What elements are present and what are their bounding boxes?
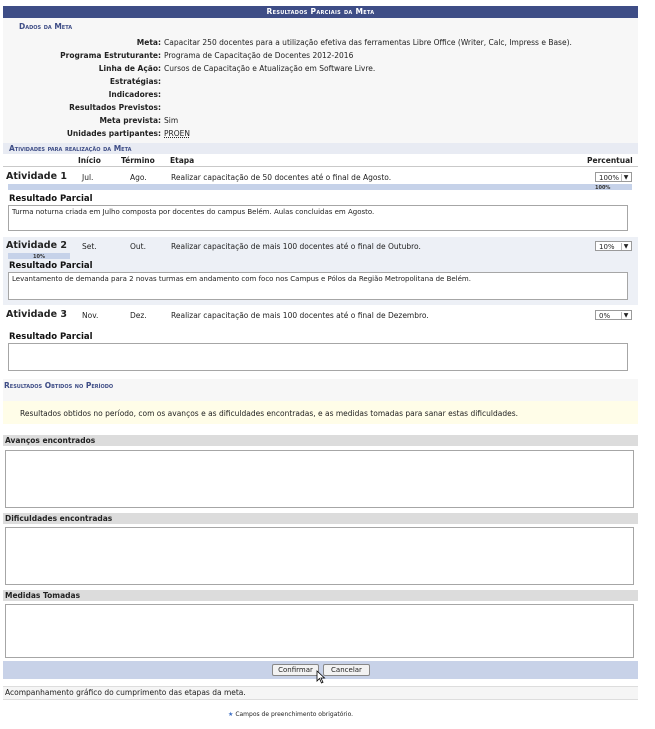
- col-etapa: Etapa: [170, 156, 195, 165]
- meta-label: Meta:: [136, 38, 161, 47]
- info-text: Resultados obtidos no período, com os avanços e as dificuldades encontradas, e as medidas tomadas para sanar estas dificuldades.: [20, 409, 519, 418]
- atividade-etapa: Realizar capacitação de mais 100 docentes até o final de Dezembro.: [171, 311, 429, 320]
- meta-prevista-value: Sim: [164, 116, 179, 125]
- avancos-textarea[interactable]: [5, 450, 634, 508]
- resultado-parcial-textarea[interactable]: [8, 343, 628, 371]
- dificuldades-textarea[interactable]: [5, 527, 634, 585]
- linha-acao-label: Linha de Ação:: [98, 64, 161, 73]
- atividade-termino: Dez.: [130, 311, 147, 320]
- unidades-label: Unidades partipantes:: [66, 129, 161, 138]
- col-inicio: Início: [78, 156, 101, 165]
- atividade-etapa: Realizar capacitação de mais 100 docentes até o final de Outubro.: [171, 242, 421, 251]
- col-termino: Término: [121, 156, 155, 165]
- resultado-parcial-textarea[interactable]: Levantamento de demanda para 2 novas turmas em andamento com foco nos Campus e Pólos da Região Metropolitana de Belém.: [8, 272, 628, 300]
- atividade-inicio: Nov.: [82, 311, 99, 320]
- obrigatorio-note: [228, 711, 353, 718]
- cancelar-button[interactable]: Cancelar: [323, 664, 370, 676]
- atividade-name: Atividade 3: [6, 309, 67, 320]
- meta-value: Capacitar 250 docentes para a utilização efetiva das ferramentas Libre Office (Writer, Calc, Impress e Base).: [164, 38, 572, 47]
- progress-label: 10%: [33, 254, 45, 260]
- unidades-value[interactable]: PROEN: [164, 129, 190, 138]
- programa-label: Programa Estruturante:: [60, 51, 161, 60]
- chevron-down-icon: ▼: [621, 174, 630, 181]
- page-title: Resultados Parciais da Meta: [3, 6, 638, 18]
- meta-prevista-label: Meta prevista:: [99, 116, 161, 125]
- resultado-parcial-label: Resultado Parcial: [9, 194, 93, 204]
- atividade-inicio: Set.: [82, 242, 97, 251]
- dificuldades-label: Dificuldades encontradas: [3, 513, 638, 524]
- atividade-inicio: Jul.: [82, 173, 94, 182]
- resultado-parcial-textarea[interactable]: Turma noturna criada em Julho composta por docentes do campus Belém. Aulas concluidas em Agosto.: [8, 205, 628, 231]
- confirmar-button[interactable]: Confirmar: [272, 664, 319, 676]
- chevron-down-icon: ▼: [621, 243, 630, 250]
- chevron-down-icon: ▼: [621, 312, 630, 319]
- percentual-value: 0%: [599, 312, 611, 320]
- progress-label: 100%: [595, 185, 611, 191]
- avancos-label: Avanços encontrados: [3, 435, 638, 446]
- percentual-value: 10%: [599, 243, 615, 251]
- col-percentual: Percentual: [587, 156, 633, 165]
- linha-acao-value: Cursos de Capacitação e Atualização em Software Livre.: [164, 64, 376, 73]
- required-star-icon: ★: [228, 711, 234, 718]
- percentual-select[interactable]: [595, 241, 632, 251]
- obrigatorio-text: Campos de preenchimento obrigatório.: [235, 711, 354, 718]
- percentual-select[interactable]: [595, 172, 632, 182]
- percentual-value: 100%: [599, 174, 620, 182]
- atividades-heading: Atividades para realização da Meta: [9, 144, 132, 153]
- medidas-label: Medidas Tomadas: [3, 590, 638, 601]
- resultado-parcial-label: Resultado Parcial: [9, 332, 93, 342]
- dados-meta-heading: Dados da Meta: [19, 22, 73, 31]
- atividade-etapa: Realizar capacitação de 50 docentes até o final de Agosto.: [171, 173, 392, 182]
- programa-value: Programa de Capacitação de Docentes 2012-2016: [164, 51, 354, 60]
- atividade-name: Atividade 1: [6, 171, 67, 182]
- atividade-termino: Out.: [130, 242, 146, 251]
- percentual-select[interactable]: [595, 310, 632, 320]
- indicadores-label: Indicadores:: [108, 90, 161, 99]
- resultados-heading: Resultados Obtidos no Período: [4, 381, 114, 390]
- grafico-link[interactable]: Acompanhamento gráfico do cumprimento das etapas da meta.: [5, 688, 246, 697]
- medidas-textarea[interactable]: [5, 604, 634, 658]
- resultados-previstos-label: Resultados Previstos:: [69, 103, 161, 112]
- progress-bar: [8, 184, 632, 190]
- resultado-parcial-label: Resultado Parcial: [9, 261, 93, 271]
- atividade-name: Atividade 2: [6, 240, 67, 251]
- atividade-termino: Ago.: [130, 173, 147, 182]
- estrategias-label: Estratégias:: [109, 77, 161, 86]
- mouse-cursor-icon: [316, 670, 326, 684]
